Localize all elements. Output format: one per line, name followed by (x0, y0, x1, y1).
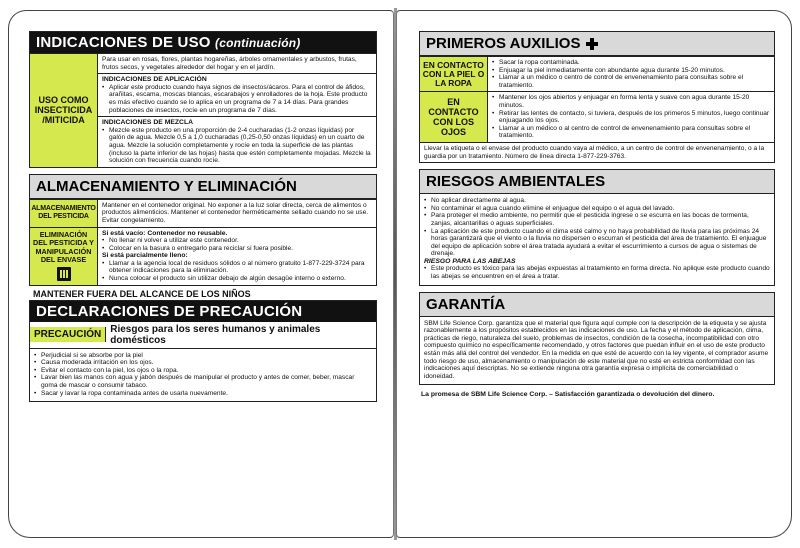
list-item: • No llenar ni volver a utilizar este contenedor. (102, 237, 372, 245)
precaucion-content (30, 349, 376, 402)
parcial-title: Si está parcialmente lleno: (102, 252, 188, 260)
eliminacion-content (98, 228, 376, 285)
garantia-section (419, 292, 775, 386)
list-item: • No aplicar directamente al agua. (424, 197, 770, 205)
eliminacion-row (30, 227, 376, 285)
list-item: • Causa moderada irritación en los ojos. (34, 359, 372, 367)
vacio-list (102, 237, 372, 252)
indicaciones-section (29, 31, 377, 168)
garantia-title: GARANTÍA (426, 295, 506, 313)
auxilios-title: PRIMEROS AUXILIOS (426, 35, 581, 52)
indicaciones-title: INDICACIONES DE USO (36, 34, 211, 51)
almacenamiento-section (29, 174, 377, 286)
first-aid-cross-icon (586, 38, 598, 50)
aplicacion-list (102, 84, 372, 114)
list-item: • Colocar en la basura o entregarlo para reciclar si fuera posible. (102, 245, 372, 253)
list-item: • Lavar bien las manos con agua y jabón después de manipular el producto y antes de comer, beber, mascar goma de mascar o consumir tabaco. (34, 374, 372, 389)
precaucion-subtitle: Riesgos para los seres humanos y animales domésticos (110, 323, 321, 346)
garantia-text: SBM Life Science Corp. garantiza que el material que figura aquí cumple con la descripción de la etiqueta y se ajusta razonablemente a los propósitos establecidos en las indicaciones de uso. La fecha y el método de aplicación, clima, prácticas de riego, naturaleza del suelo, problemas de insectos, condición de la cosecha, incompatibilidad con otro compuesto químico no específicamente recomendado, y otros factores que puedan influir en el uso de este producto están más allá del control del vendedor. En la medida en que esté de acuerdo con la ley vigente, el comprador asume todo riesgo de uso, almacenamiento o manipulación de este material que no esté en estricta conformidad con las indicaciones aquí descriptas. No se extiende ninguna otra garantía expresa o implícita de comerciabilidad o idoneidad. (424, 319, 769, 380)
eliminacion-label: ELIMINACIÓN DEL PESTICIDA Y MANIPULACIÓN DEL ENVASE (33, 230, 94, 264)
almacenamiento-title: ALMACENAMIENTO Y ELIMINACIÓN (36, 177, 297, 195)
aplicacion-block (98, 73, 376, 116)
uso-intro: Para usar en rosas, flores, plantas hogareñas, árboles ornamentales y arbustos, frutas, frutos secos, y vegetales alrededor del hogar y en el jardín. (102, 56, 357, 71)
riesgos-title: RIESGOS AMBIENTALES (426, 173, 606, 191)
list-item: • Retirar las lentes de contacto, si tuviera, después de los primeros 5 minutos, luego continuar enjuagando los ojos. (492, 110, 770, 125)
indicaciones-heading (30, 32, 376, 53)
precaucion-title: DECLARACIONES DE PRECAUCIÓN (36, 302, 303, 320)
trash-icon (57, 267, 71, 281)
piel-row (420, 56, 774, 91)
parcial-list (102, 260, 372, 283)
ninos-warning: MANTENER FUERA DEL ALCANCE DE LOS NIÑOS (33, 288, 251, 299)
piel-list (492, 59, 770, 89)
list-item: • Enjuagar la piel inmediatamente con abundante agua durante 15-20 minutos. (492, 67, 770, 75)
auxilios-footer: Llevar la etiqueta o el envase del producto cuando vaya al médico, a un centro de control de envenenamiento, o a la guardia por un tratamiento. Número de línea directa 1-877-229-3763. (424, 144, 765, 160)
precaucion-section (29, 300, 377, 403)
abejas-list (424, 265, 770, 280)
list-item: • Nunca colocar el producto sin utilizar debajo de algún desagüe interno o externo. (102, 275, 372, 283)
riesgos-section (419, 169, 775, 286)
left-page (8, 10, 394, 538)
list-item: • Sacar y lavar la ropa contaminada antes de usarla nuevamente. (34, 390, 372, 398)
almacenamiento-text: Mantener en el contenedor original. No exponer a la luz solar directa, cerca de alimentos o productos alimenticios. Mantener el contenedor herméticamente sellado cuando no se use. Evitar congelamiento. (102, 201, 369, 224)
riesgos-heading (420, 170, 774, 194)
list-item: • Aplicar este producto cuando haya signos de insectos/ácaros. Para el control de áfidos, arañitas, escama, moscas blancas, escarabajos y enrolladores de la hoja. Este producto es más efectivo cuando se lo aplica en un programa de 7 a 14 días. Para grandes poblaciones de insectos, rocíe en un programa de 7 días. (102, 84, 372, 114)
piel-content (488, 57, 774, 91)
list-item: • No contaminar el agua cuando elimine el enjuague del equipo o el agua del lavado. (424, 205, 770, 213)
indicaciones-title-italic: (continuación) (215, 36, 301, 50)
mezcla-title: INDICACIONES DE MEZCLA (102, 119, 194, 127)
riesgos-content (420, 194, 774, 285)
precaucion-heading (30, 301, 376, 322)
auxilios-section (419, 31, 775, 163)
list-item: • Mantener los ojos abiertos y enjuagar en forma lenta y suave con agua durante 15-20 minutos. (492, 94, 770, 109)
vacio-title: Si está vacío: Contenedor no reusable. (102, 229, 228, 237)
ojos-list (492, 94, 770, 140)
precaucion-strip (30, 322, 376, 349)
list-item: • Llamar a un médico o centro de control de envenenamiento para consultas sobre el tratamiento. (492, 74, 770, 89)
uso-row (30, 53, 376, 167)
piel-label: EN CONTACTO CON LA PIEL O LA ROPA (420, 57, 488, 91)
ojos-content (488, 92, 774, 142)
auxilios-heading (420, 32, 774, 56)
mezcla-block (98, 116, 376, 167)
list-item: • Llamar a un médico o al centro de control de envenenamiento para consultas sobre el tratamiento. (492, 125, 770, 140)
precaucion-label: PRECAUCIÓN (30, 327, 106, 342)
list-item: • Para proteger el medio ambiente, no permitir que el pesticida ingrese o se escurra en las bocas de tormenta, zanjas, alcantarillas o aguas superficiales. (424, 212, 770, 227)
precaucion-list (34, 352, 372, 398)
garantia-heading (420, 293, 774, 317)
left-page-content (29, 31, 377, 408)
list-item: • Evitar el contacto con la piel, los ojos o la ropa. (34, 367, 372, 375)
eliminacion-label-cell (30, 228, 98, 285)
abejas-title: RIESGO PARA LAS ABEJAS (424, 257, 516, 265)
ojos-row (420, 91, 774, 142)
almacenamiento-heading (30, 175, 376, 199)
list-item: • Perjudicial si se absorbe por la piel (34, 352, 372, 360)
almacenamiento-row (30, 199, 376, 227)
right-page-content (419, 31, 775, 402)
promesa-text: La promesa de SBM Life Science Corp. – Satisfacción garantizada o devolución del dinero. (421, 391, 715, 399)
list-item: • Este producto es tóxico para las abejas expuestas al tratamiento en forma directa. No aplique este producto cuando las abejas se encuentren en el área a tratar. (424, 265, 770, 280)
auxilios-footer-row (420, 142, 774, 162)
list-item: • Sacar la ropa contaminada. (492, 59, 770, 67)
aplicacion-title: INDICACIONES DE APLICACIÓN (102, 76, 207, 84)
riesgos-list (424, 197, 770, 258)
list-item: • La aplicación de este producto cuando el clima esté calmo y no haya probabilidad de lluvia para las próximas 24 horas garantizará que el viento o la lluvia no dispersen o escurran el pesticida del área de tratamiento. El enjuague del equipo de aplicación sobre el área tratada ayudará a evitar el escurrimiento a cursos de agua o sistemas de drenaje. (424, 228, 770, 258)
mezcla-list (102, 127, 372, 165)
list-item: • Mezcle este producto en una proporción de 2-4 cucharadas (1-2 onzas líquidas) por galón de agua. Mezcle 0,5 a 1,0 cucharadas (0,25-0,50 onzas líquidas) en un cuarto de agua. Mezcle la solución completamente y rocíe en toda la superficie de las plantas (incluso la parte inferior de las hojas) hasta que estén completamente mojadas. Mezcle la solución con frecuencia cuando rocíe. (102, 127, 372, 165)
ojos-label: EN CONTACTO CON LOS OJOS (420, 92, 488, 142)
list-item: • Llamar a la agencia local de residuos sólidos o al número gratuito 1-877-229-3724 para obtener indicaciones para la eliminación. (102, 260, 372, 275)
almacenamiento-label: ALMACENAMIENTO DEL PESTICIDA (30, 200, 98, 227)
uso-content (98, 54, 376, 167)
right-page (396, 10, 792, 538)
uso-label: USO COMO INSECTICIDA /MITICIDA (30, 54, 98, 167)
